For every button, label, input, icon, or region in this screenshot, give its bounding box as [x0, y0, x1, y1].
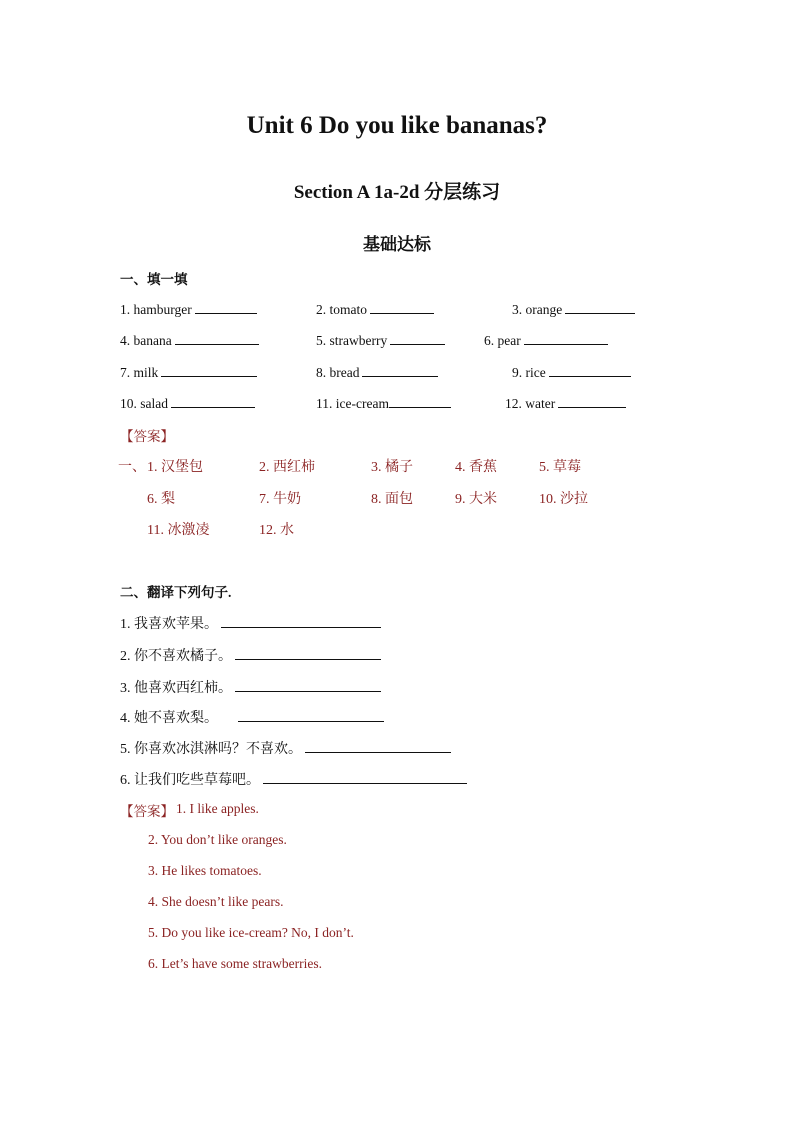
- vocab-item: 3. orange: [512, 300, 635, 318]
- page-title: Unit 6 Do you like bananas?: [246, 112, 548, 139]
- answer-blank[interactable]: [235, 676, 381, 692]
- answer-sentence: 2. You don’t like oranges.: [148, 832, 287, 847]
- answer-blank[interactable]: [389, 394, 451, 408]
- vocab-item: 4. banana: [120, 331, 259, 349]
- answer-blank[interactable]: [171, 394, 255, 408]
- answer-label: 【答案】: [120, 429, 174, 444]
- vocab-item: 6. pear: [484, 331, 608, 349]
- answer-prefix: 一、: [118, 460, 146, 475]
- answer-blank[interactable]: [161, 363, 257, 377]
- answer-item: 9. 大米: [455, 492, 497, 507]
- answer-item: 7. 牛奶: [259, 492, 301, 507]
- answer-item: 8. 面包: [371, 492, 413, 507]
- answer-blank[interactable]: [549, 363, 631, 377]
- vocab-item: 9. rice: [512, 363, 631, 381]
- answer-sentence: 6. Let’s have some strawberries.: [148, 956, 322, 971]
- answer-blank[interactable]: [195, 300, 257, 314]
- vocab-item: 12. water: [505, 394, 626, 412]
- vocab-item: 11. ice-cream: [316, 394, 451, 412]
- answer-item: 10. 沙拉: [539, 492, 588, 507]
- answer-blank[interactable]: [263, 768, 467, 784]
- answer-item: 6. 梨: [147, 492, 175, 507]
- answer-item: 12. 水: [259, 523, 294, 538]
- part2-heading: 二、翻译下列句子.: [120, 585, 232, 600]
- answer-blank[interactable]: [362, 363, 438, 377]
- answer-item: 4. 香蕉: [455, 460, 497, 475]
- part1-heading: 一、填一填: [120, 272, 188, 287]
- answer-sentence: 4. She doesn’t like pears.: [148, 894, 284, 909]
- answer-item: 1. 汉堡包: [147, 460, 203, 475]
- vocab-item: 1. hamburger: [120, 300, 257, 318]
- answer-sentence: 5. Do you like ice-cream? No, I don’t.: [148, 925, 354, 940]
- answer-blank[interactable]: [221, 612, 381, 628]
- level-heading: 基础达标: [363, 235, 431, 254]
- answer-item: 11. 冰激凌: [147, 523, 210, 538]
- answer-item: 2. 西红柿: [259, 460, 315, 475]
- section-subtitle: Section A 1a-2d 分层练习: [293, 182, 501, 203]
- answer-blank[interactable]: [565, 300, 635, 314]
- answer-item: 5. 草莓: [539, 460, 581, 475]
- vocab-item: 10. salad: [120, 394, 255, 412]
- sentence-item: 6. 让我们吃些草莓吧。: [120, 768, 467, 789]
- vocab-item: 2. tomato: [316, 300, 434, 318]
- answer-sentence: 3. He likes tomatoes.: [148, 863, 262, 878]
- answer-blank[interactable]: [390, 331, 445, 345]
- answer-blank[interactable]: [558, 394, 626, 408]
- answer-blank[interactable]: [305, 737, 451, 753]
- sentence-item: 4. 她不喜欢梨。: [120, 706, 384, 727]
- answer-blank[interactable]: [175, 331, 259, 345]
- sentence-item: 3. 他喜欢西红柿。: [120, 676, 381, 697]
- vocab-item: 5. strawberry: [316, 331, 445, 349]
- answer-blank[interactable]: [238, 706, 384, 722]
- answer-label: 【答案】: [120, 804, 174, 819]
- vocab-item: 7. milk: [120, 363, 257, 381]
- answer-blank[interactable]: [524, 331, 608, 345]
- sentence-item: 5. 你喜欢冰淇淋吗？不喜欢。: [120, 737, 451, 758]
- sentence-item: 2. 你不喜欢橘子。: [120, 644, 381, 665]
- answer-item: 3. 橘子: [371, 460, 413, 475]
- vocab-item: 8. bread: [316, 363, 438, 381]
- answer-sentence: 1. I like apples.: [176, 801, 259, 816]
- answer-blank[interactable]: [370, 300, 434, 314]
- answer-blank[interactable]: [235, 644, 381, 660]
- sentence-item: 1. 我喜欢苹果。: [120, 612, 381, 633]
